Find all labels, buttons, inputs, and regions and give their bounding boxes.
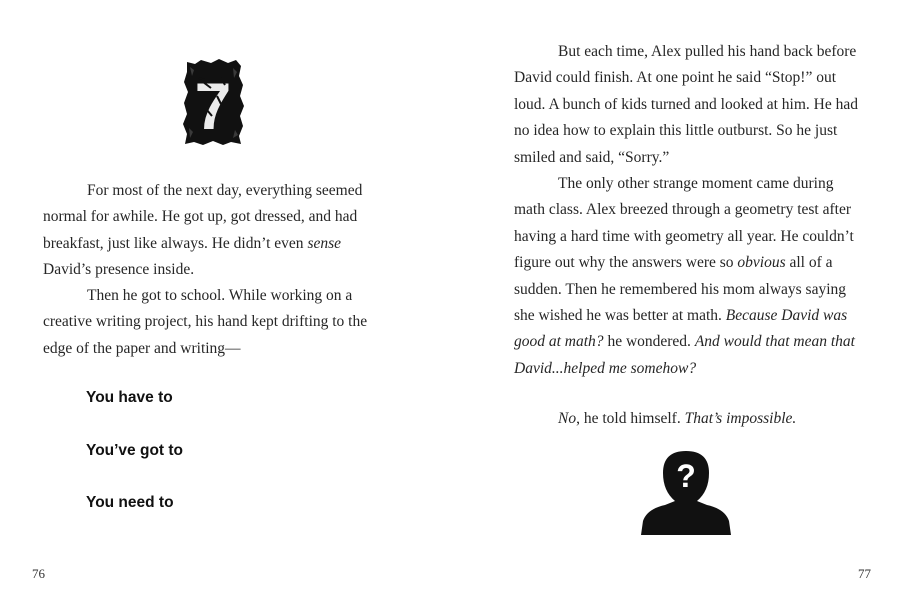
paragraph: No, he told himself. That’s impossible. [558, 410, 797, 427]
question-mark-silhouette-icon [641, 447, 731, 537]
writing-prompt: You need to [86, 494, 174, 511]
page-number: 76 [32, 566, 45, 581]
paragraph: For most of the next day, everything seemed normal for awhile. He got up, got dressed, and had breakfast, just like always. He didn’t even sense David’s presence inside. [43, 182, 363, 279]
writing-prompt: You’ve got to [86, 442, 184, 459]
paragraph: Then he got to school. While working on a creative writing project, his hand kept drifting to the edge of the paper and writing— [43, 287, 368, 357]
page-number: 77 [858, 566, 871, 581]
paragraph: But each time, Alex pulled his hand back before David could finish. At one point he said “Stop!” out loud. A bunch of kids turned and looked at him. He had no idea how to explain this little outburst. So he just smiled and said, “Sorry.” [514, 43, 858, 166]
paragraph: The only other strange moment came during math class. Alex breezed through a geometry test after having a hard time with geometry all year. He couldn’t figure out why the answers were so obvious all of a sudden. Then he remembered his mom always saying she wished he was better at math. Because David was good at math? he wondered. And would that mean that David...helped me somehow? [514, 175, 855, 377]
right-page [450, 0, 900, 611]
chapter-number: 7 [194, 69, 232, 143]
writing-prompt: You have to [86, 389, 173, 406]
svg-text:?: ? [676, 458, 696, 494]
chapter-number-badge-icon [181, 58, 245, 146]
